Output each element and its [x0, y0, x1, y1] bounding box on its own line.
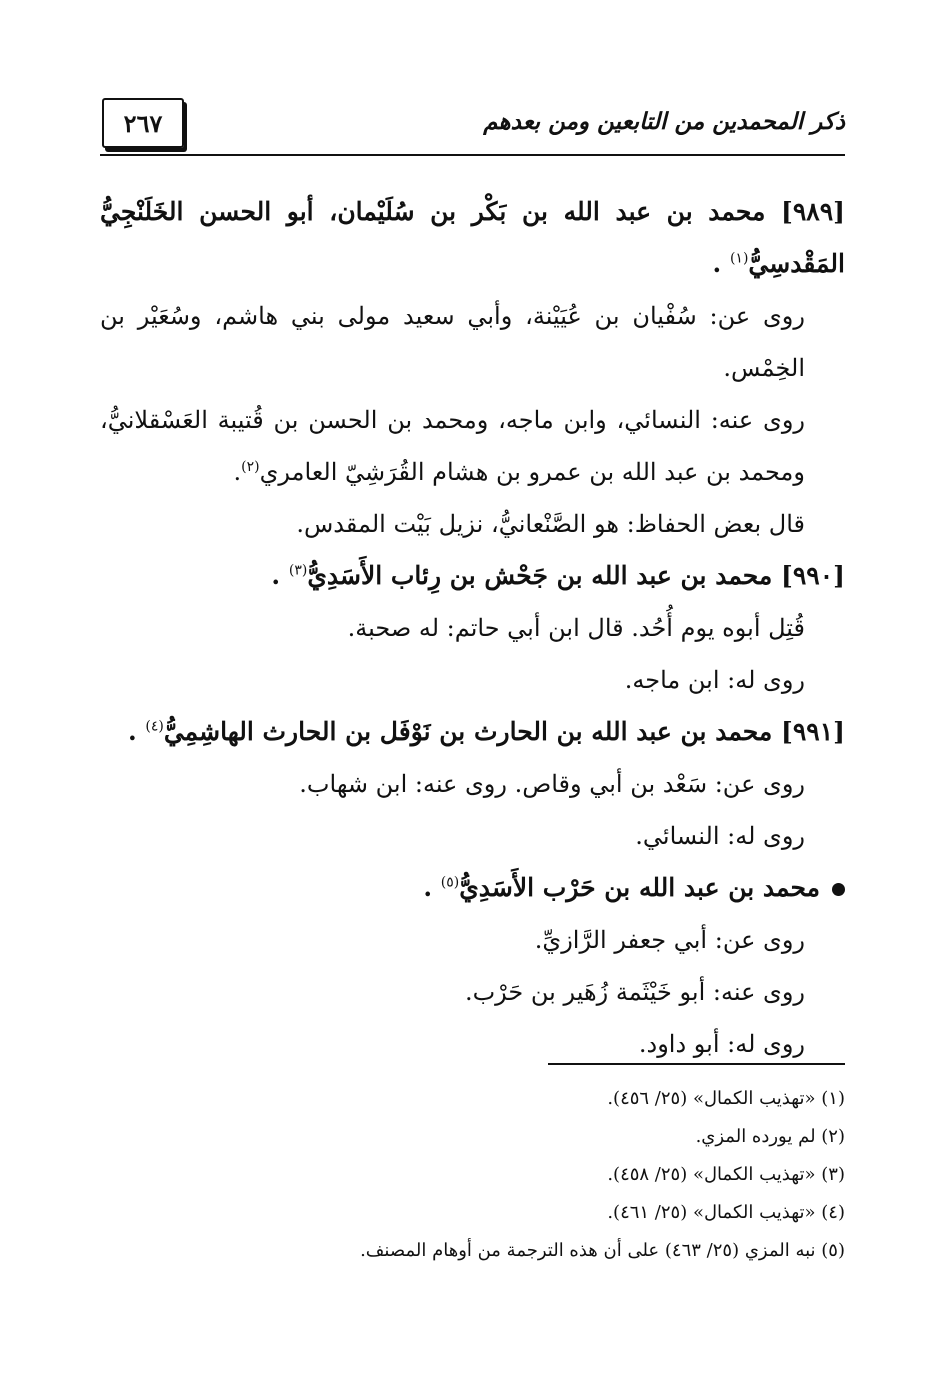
entry-heading-991: [٩٩١] محمد بن عبد الله بن الحارث بن نَوْفَل بن الحارث الهاشِمِيُّ$^{(٤)}$ .: [127, 717, 845, 746]
header-rule: [100, 154, 845, 156]
footnotes: [100, 1080, 845, 1270]
page-number-box: ٢٦٧: [102, 98, 184, 148]
footnote-ref-2: (٢): [241, 459, 260, 475]
bullet-entry-line: روى له: أبو داود.: [638, 1030, 805, 1058]
footnote-ref-5: (٥): [440, 874, 460, 891]
bullet-icon: [832, 883, 845, 896]
entry-990-line: روى له: ابن ماجه.: [624, 666, 805, 694]
bullet-entry-line: روى عن: أبي جعفر الرَّازيِّ.: [534, 926, 805, 954]
entry-990-line: قُتِل أبوه يوم أُحُد. قال ابن أبي حاتم: له صحبة.: [347, 614, 805, 642]
entry-989-remark: قال بعض الحفاظ: هو الصَّنْعانيُّ، نزيل بَيْت المقدس.: [296, 510, 805, 538]
bullet-entry-line: روى عنه: أبو خَيْثَمة زُهَير بن حَرْب.: [464, 978, 805, 1006]
entry-991-line: روى عن: سَعْد بن أبي وقاص. روى عنه: ابن شهاب.: [299, 770, 805, 798]
page-header: [100, 98, 845, 156]
footnote-ref-4: (٤): [145, 718, 164, 735]
footnote-2: (٢) لم يورده المزي.: [695, 1126, 845, 1147]
footnote-divider: [548, 1063, 845, 1065]
entry-heading-bullet: محمد بن عبد الله بن حَرْب الأَسَدِيُّ$^{(٥)}$ .: [100, 862, 845, 914]
footnote-ref-3: (٣): [288, 562, 308, 579]
running-title: ذكر المحمدين من التابعين ومن بعدهم: [483, 108, 845, 135]
footnote-ref-1: (١): [729, 250, 749, 267]
entry-989-narrated-from: روى عن: سُفْيان بن عُيَيْنة، وأبي سعيد مولى بني هاشم، وسُعَيْر بن الخِمْس.: [100, 302, 805, 382]
entry-991-line: روى له: النسائي.: [635, 822, 805, 850]
footnote-3: (٣) «تهذيب الكمال» (٢٥/ ٤٥٨).: [607, 1164, 845, 1185]
footnote-1: (١) «تهذيب الكمال» (٢٥/ ٤٥٦).: [607, 1088, 845, 1109]
entry-heading-990: [٩٩٠] محمد بن عبد الله بن جَحْش بن رِئاب الأَسَدِيُّ$^{(٣)}$ .: [271, 561, 845, 590]
entry-heading-989: [٩٨٩] محمد بن عبد الله بن بَكْر بن سُلَيْمان، أبو الحسن الخَلَنْجِيُّ المَقْدسِيُّ$^{(١)}$ .: [100, 197, 845, 278]
footnote-4: (٤) «تهذيب الكمال» (٢٥/ ٤٦١).: [607, 1202, 845, 1223]
footnote-5: (٥) نبه المزي (٢٥/ ٤٦٣) على أن هذه الترجمة من أوهام المصنف.: [360, 1240, 845, 1261]
entry-989-narrators: روى عنه: النسائي، وابن ماجه، ومحمد بن الحسن بن قُتيبة العَسْقلانيُّ، ومحمد بن عبد الله بن عمرو بن هشام القُرَشِيّ العامري$^{(٢)}$.: [100, 406, 805, 486]
main-text: [100, 186, 845, 1070]
